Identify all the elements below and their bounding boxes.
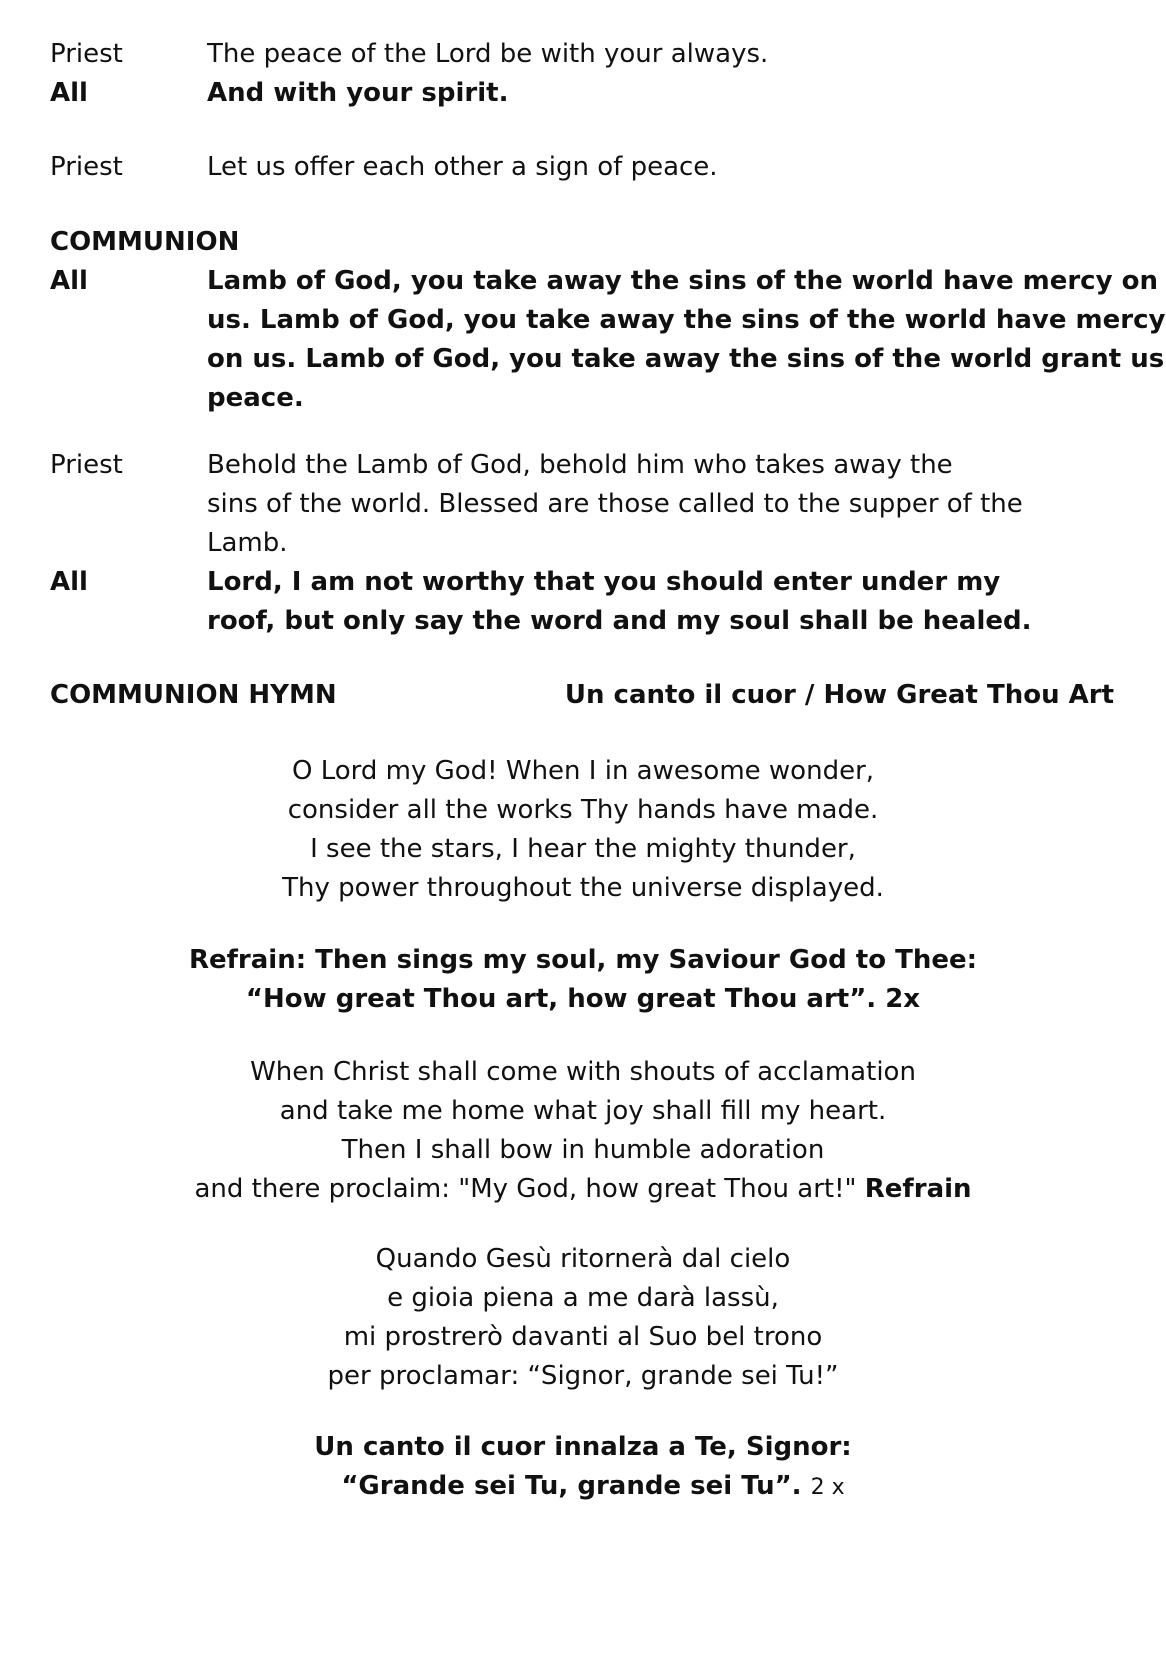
- verse-text: and there proclaim: "My God, how great Thou art!": [194, 1174, 857, 1204]
- text-line: Lamb of God, you take away the sins of the world have mercy on: [207, 266, 1158, 296]
- verse-line: O Lord my God! When I in awesome wonder,: [291, 756, 875, 786]
- speaker-label: Priest: [50, 152, 123, 182]
- refrain-line: [0, 1467, 1166, 1506]
- verse-line: I see the stars, I hear the mighty thunder,: [310, 834, 856, 864]
- priest-sign-text: Let us offer each other a sign of peace.: [207, 152, 718, 182]
- verse-line: When Christ shall come with shouts of acclamation: [250, 1057, 916, 1087]
- hymn-title: Un canto il cuor / How Great Thou Art: [564, 680, 1114, 710]
- lamb-of-god-text: [207, 262, 1166, 418]
- verse-line: Quando Gesù ritornerà dal cielo: [375, 1244, 791, 1274]
- communion-heading: COMMUNION: [50, 227, 240, 257]
- speaker-label: All: [50, 266, 88, 296]
- speaker-label: Priest: [50, 450, 123, 480]
- verse-line: per proclamar: “Signor, grande sei Tu!”: [327, 1361, 839, 1391]
- verse-line: e gioia piena a me darà lassù,: [387, 1283, 779, 1313]
- verse-line: Then I shall bow in humble adoration: [341, 1135, 825, 1165]
- all-lord-text: [207, 563, 1112, 641]
- speaker-label: Priest: [50, 39, 123, 69]
- text-line: roof, but only say the word and my soul shall be healed.: [207, 606, 1032, 636]
- text-line: Behold the Lamb of God, behold him who takes away the: [207, 450, 953, 480]
- verse-line-with-refrain: [0, 1170, 1166, 1209]
- priest-peace-text: The peace of the Lord be with your always.: [207, 39, 769, 69]
- text-line: Lamb.: [207, 528, 288, 558]
- speaker-label: All: [50, 567, 88, 597]
- text-line: Lord, I am not worthy that you should enter under my: [207, 567, 1001, 597]
- all-spirit-text: And with your spirit.: [207, 78, 509, 108]
- hymn-verse-1: [0, 752, 1166, 908]
- hymn-refrain-italian: [0, 1428, 1166, 1506]
- priest-behold-text: [207, 446, 1112, 563]
- hymn-verse-3: [0, 1240, 1166, 1396]
- refrain-tag: Refrain: [864, 1174, 972, 1204]
- verse-line: and take me home what joy shall fill my heart.: [279, 1096, 887, 1126]
- refrain-line: “How great Thou art, how great Thou art”. 2x: [245, 984, 921, 1014]
- communion-hymn-heading: COMMUNION HYMN: [50, 680, 337, 710]
- verse-line: mi prostrerò davanti al Suo bel trono: [343, 1322, 823, 1352]
- refrain-line: Refrain: Then sings my soul, my Saviour God to Thee:: [188, 945, 978, 975]
- text-line: peace.: [207, 383, 304, 413]
- text-line: on us. Lamb of God, you take away the sins of the world grant us: [207, 344, 1165, 374]
- speaker-label: All: [50, 78, 88, 108]
- text-line: us. Lamb of God, you take away the sins of the world have mercy: [207, 305, 1166, 335]
- refrain-line: Un canto il cuor innalza a Te, Signor:: [314, 1432, 852, 1462]
- repeat-marker: 2 x: [810, 1475, 845, 1500]
- text-line: sins of the world. Blessed are those called to the supper of the: [207, 489, 1023, 519]
- refrain-text: “Grande sei Tu, grande sei Tu”.: [341, 1471, 802, 1501]
- verse-line: Thy power throughout the universe displayed.: [282, 873, 884, 903]
- verse-line: consider all the works Thy hands have made.: [287, 795, 879, 825]
- hymn-verse-2: [0, 1053, 1166, 1209]
- hymn-refrain: [0, 941, 1166, 1019]
